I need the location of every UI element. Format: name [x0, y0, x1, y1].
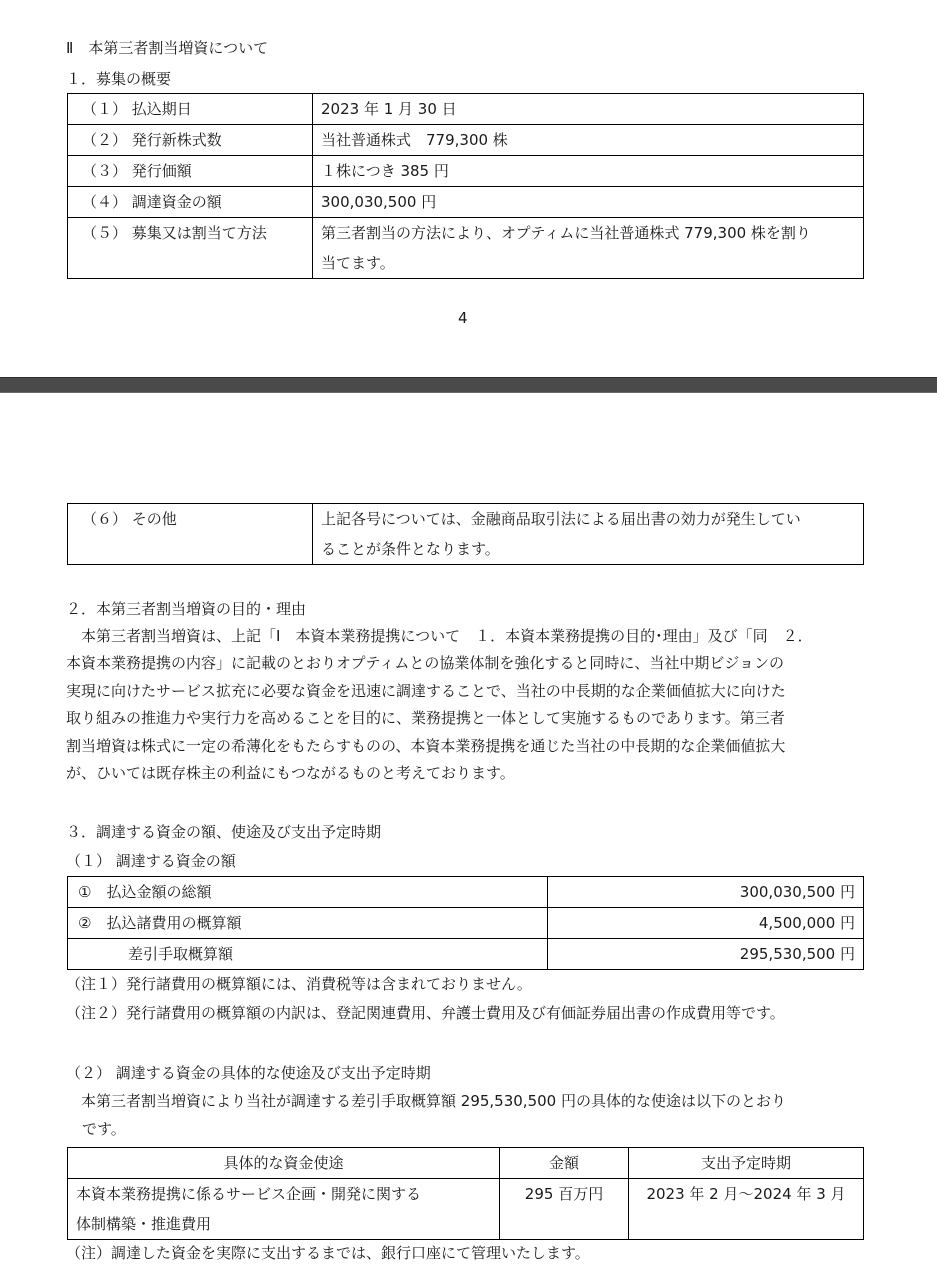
table-row: [68, 94, 864, 125]
page-separator: [0, 377, 937, 393]
offering-value-line: 第三者割当の方法により、オプティムに当社普通株式 779,300 株を割り: [321, 224, 811, 242]
funds-subheading: （１） 調達する資金の額: [66, 852, 236, 870]
offering-value: 2023 年 1 月 30 日: [313, 94, 864, 125]
offering-value: [313, 504, 864, 565]
use-line: です。: [82, 1120, 126, 1138]
offering-value-line: 上記各号については、金融商品取引法による届出書の効力が発生してい: [321, 510, 801, 528]
page-number: 4: [458, 309, 468, 327]
funds-value: 295,530,500 円: [548, 939, 864, 970]
offering-value: 当社普通株式 779,300 株: [313, 125, 864, 156]
amount-cell: 295 百万円: [500, 1179, 629, 1240]
offering-label: （２） 発行新株式数: [68, 125, 313, 156]
table-row: [68, 156, 864, 187]
offering-table-continued: [67, 503, 864, 565]
offering-table: [67, 93, 864, 279]
note: （注１）発行諸費用の概算額には、消費税等は含まれておりません。: [66, 975, 532, 993]
table-row: [68, 1179, 864, 1240]
offering-value: １株につき 385 円: [313, 156, 864, 187]
offering-value: [313, 218, 864, 279]
offering-label: （５） 募集又は割当て方法: [68, 218, 313, 279]
column-header: 支出予定時期: [629, 1148, 864, 1179]
offering-label: （１） 払込期日: [68, 94, 313, 125]
offering-value: 300,030,500 円: [313, 187, 864, 218]
table-row: [68, 877, 864, 908]
funds-label: 差引手取概算額: [68, 939, 548, 970]
purpose-line: 取り組みの推進力や実行力を高めることを目的に、業務提携と一体として実施するものであります。第三者: [66, 709, 785, 727]
column-header: 金額: [500, 1148, 629, 1179]
purpose-line: 本資本業務提携の内容」に記載のとおりオプティムとの協業体制を強化すると同時に、当社中期ビジョンの: [66, 654, 785, 672]
table-row: [68, 218, 864, 279]
purpose-line: 本第三者割当増資は、上記「Ⅰ 本資本業務提携について １．本資本業務提携の目的･理由」及び「同 ２．: [66, 627, 813, 645]
funds-table: [67, 876, 864, 970]
table-row: [68, 125, 864, 156]
period-cell: 2023 年 2 月～2024 年 3 月: [629, 1179, 864, 1240]
table-header-row: [68, 1148, 864, 1179]
purpose-heading: ２．本第三者割当増資の目的・理由: [66, 600, 307, 618]
offering-label: （３） 発行価額: [68, 156, 313, 187]
funds-label: ② 払込諸費用の概算額: [68, 908, 548, 939]
purpose-line: 実現に向けたサービス拡充に必要な資金を迅速に調達することで、当社の中長期的な企業価値拡大に向けた: [66, 682, 786, 700]
column-header: 具体的な資金使途: [68, 1148, 500, 1179]
offering-label: （６） その他: [68, 504, 313, 565]
use-line: 本第三者割当増資により当社が調達する差引手取概算額 295,530,500 円の具体的な使途は以下のとおり: [66, 1092, 786, 1110]
offering-label: （４） 調達資金の額: [68, 187, 313, 218]
use-table: [67, 1147, 864, 1240]
offering-value-line: ることが条件となります。: [321, 540, 500, 558]
table-row: [68, 187, 864, 218]
funds-value: 4,500,000 円: [548, 908, 864, 939]
funds-value: 300,030,500 円: [548, 877, 864, 908]
sub-heading-offering: １．募集の概要: [66, 70, 172, 88]
use-cell-line: 体制構築・推進費用: [76, 1215, 212, 1233]
funds-label: ① 払込金額の総額: [68, 877, 548, 908]
funds-subheading: （２） 調達する資金の具体的な使途及び支出予定時期: [66, 1064, 431, 1082]
purpose-line: が、ひいては既存株主の利益にもつながるものと考えております。: [66, 764, 515, 782]
table-row: [68, 908, 864, 939]
funds-heading: ３．調達する資金の額、使途及び支出予定時期: [66, 823, 382, 841]
use-cell: [68, 1179, 500, 1240]
purpose-line: 割当増資は株式に一定の希薄化をもたらすものの、本資本業務提携を通じた当社の中長期的な企業価値拡大: [66, 737, 786, 755]
section-heading: Ⅱ 本第三者割当増資について: [66, 39, 269, 57]
table-row: [68, 939, 864, 970]
offering-value-line: 当てます。: [321, 254, 395, 272]
use-cell-line: 本資本業務提携に係るサービス企画・開発に関する: [76, 1185, 422, 1203]
table-row: [68, 504, 864, 565]
note: （注２）発行諸費用の概算額の内訳は、登記関連費用、弁護士費用及び有価証券届出書の作成費用等です。: [66, 1004, 785, 1022]
note: （注）調達した資金を実際に支出するまでは、銀行口座にて管理いたします。: [66, 1244, 590, 1262]
